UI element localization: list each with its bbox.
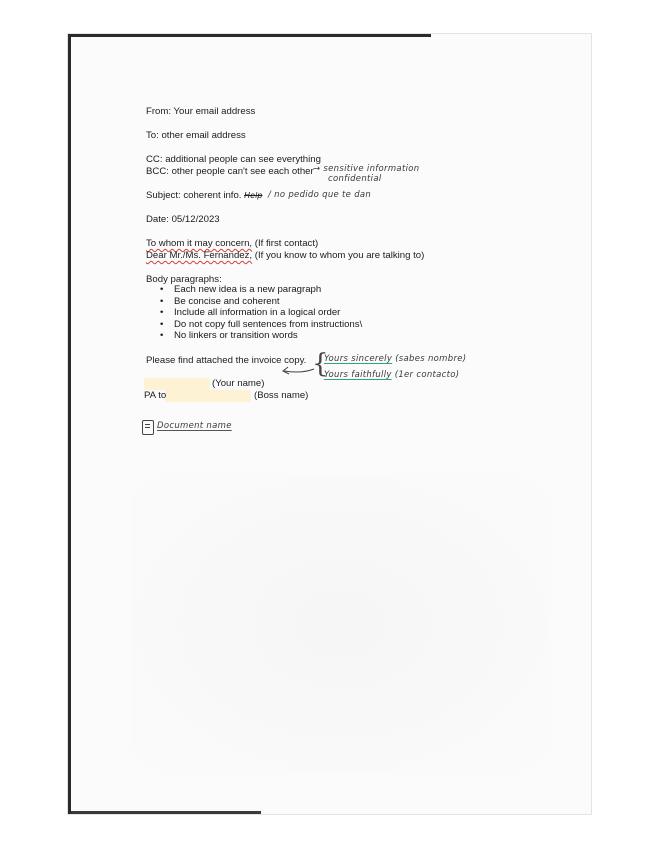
attachment-label: Document name — [157, 421, 232, 431]
subject-prefix: Subject: coherent info. — [146, 190, 242, 201]
subject-handwritten-note: / no pedido que te dan — [268, 190, 372, 200]
scan-shade — [131, 474, 551, 774]
greeting-known-contact-note: (If you know to whom you are talking to) — [252, 250, 425, 261]
signoff-sincerely-extra: (sabes nombre) — [395, 354, 467, 364]
from-line: From: Your email address — [146, 106, 256, 117]
subject-struck-word: Help — [244, 191, 263, 200]
body-heading: Body paragraphs: — [146, 274, 222, 285]
subject-line — [146, 190, 262, 202]
your-name-highlight — [144, 378, 210, 390]
your-name-placeholder: (Your name) — [212, 378, 265, 389]
scan-edge-top — [71, 34, 431, 37]
bcc-line: BCC: other people can't see each other — [146, 166, 314, 177]
greeting-known-contact-phrase: Dear Mr./Ms. Fernandez, — [146, 250, 253, 261]
closing-line: Please find attached the invoice copy. — [146, 355, 307, 366]
greeting-first-contact — [146, 238, 318, 250]
bcc-handwritten-note: → sensitive information — [313, 164, 420, 174]
to-line: To: other email address — [146, 130, 246, 141]
boss-name-highlight — [165, 390, 251, 402]
paperclip-icon — [142, 420, 154, 435]
greeting-first-contact-phrase: To whom it may concern, — [146, 238, 253, 249]
signoff-note-sincerely — [324, 354, 466, 364]
list-item: • Do not copy full sentences from instructions\ — [160, 319, 362, 331]
signoff-faithfully-extra: (1er contacto) — [394, 370, 460, 380]
boss-name-placeholder: (Boss name) — [254, 390, 309, 401]
arrow-left-icon — [280, 364, 316, 378]
bcc-handwritten-note-2: confidential — [328, 174, 382, 184]
cc-line: CC: additional people can see everything — [146, 154, 321, 165]
brace-icon: { — [312, 349, 329, 379]
signoff-note-faithfully — [324, 370, 459, 380]
signoff-faithfully-phrase: Yours faithfully — [324, 370, 392, 380]
signoff-sincerely-phrase: Yours sincerely — [324, 354, 393, 364]
date-line: Date: 05/12/2023 — [146, 214, 220, 225]
body-points-list — [160, 284, 362, 342]
pa-to-label: PA to — [144, 390, 167, 401]
list-item: • Each new idea is a new paragraph — [160, 284, 362, 296]
list-item: • Include all information in a logical order — [160, 307, 362, 319]
greeting-known-contact — [146, 250, 424, 262]
list-item: • Be concise and coherent — [160, 296, 362, 308]
list-item: • No linkers or transition words — [160, 330, 362, 342]
greeting-first-contact-note: (If first contact) — [252, 238, 319, 249]
attachment-note — [157, 421, 232, 431]
scan-edge-bottom — [71, 811, 261, 814]
